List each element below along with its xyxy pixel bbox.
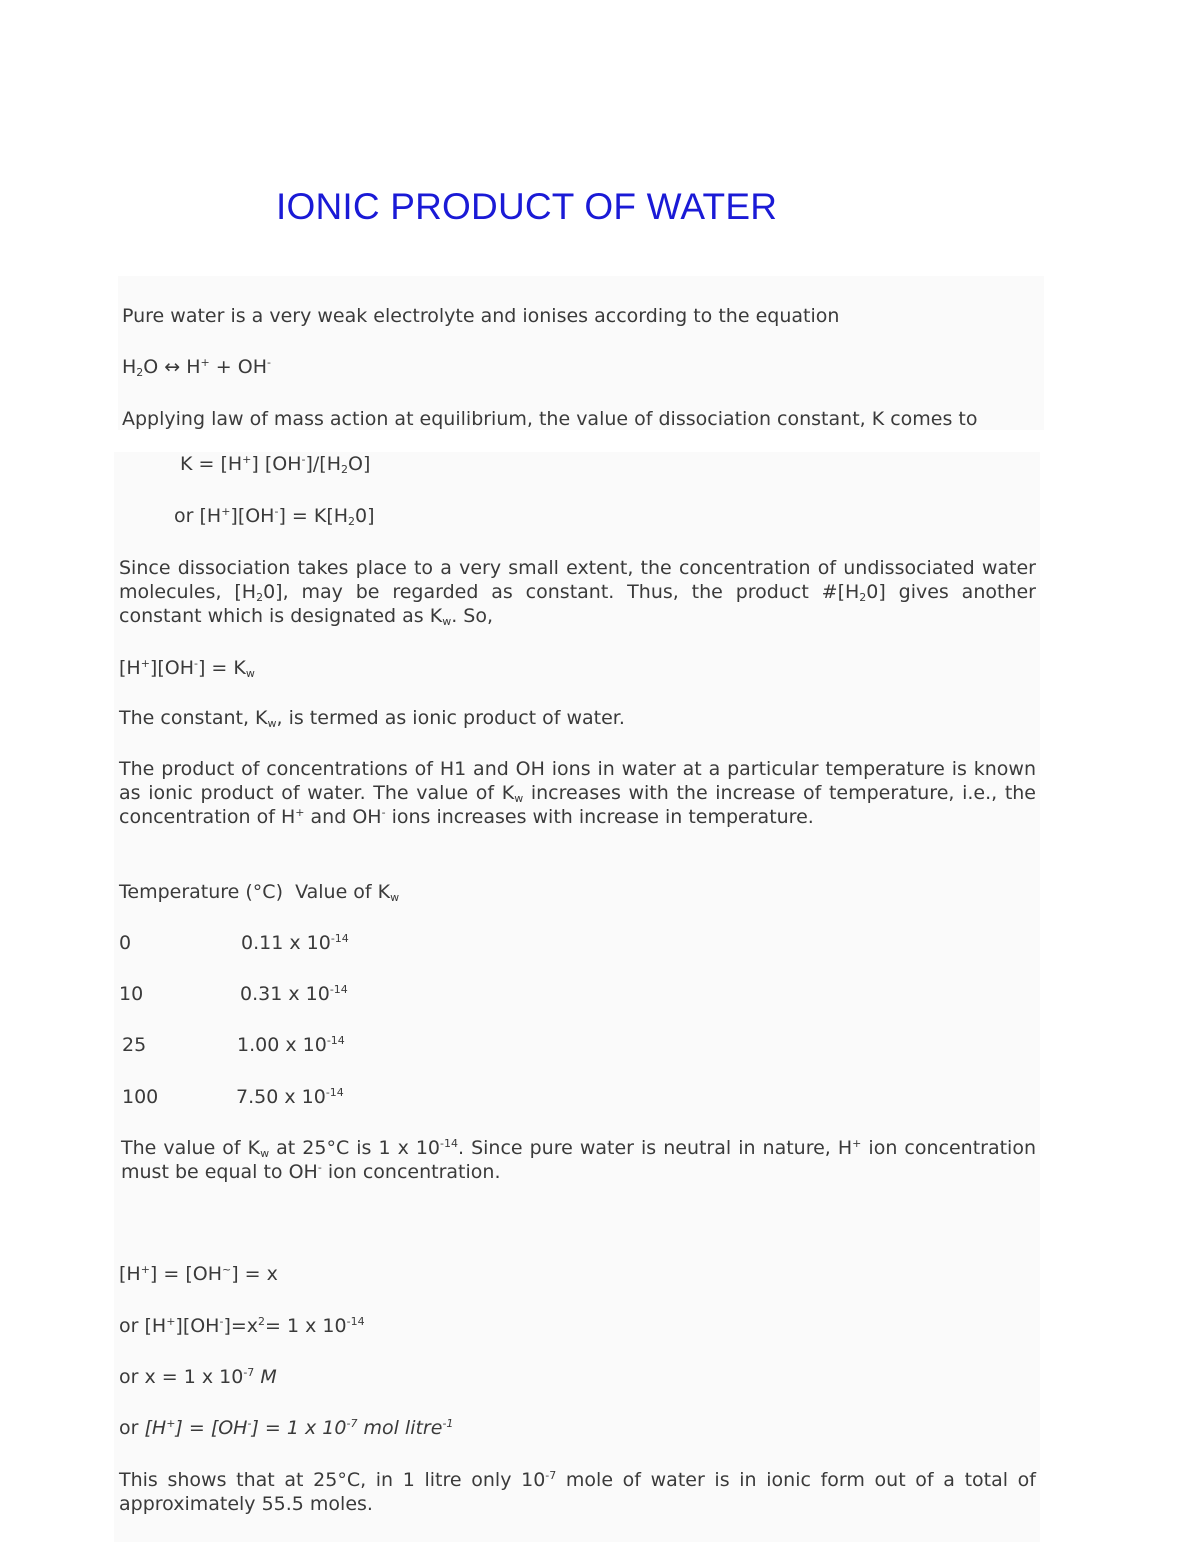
page-title: IONIC PRODUCT OF WATER [276, 186, 778, 227]
neutrality-paragraph: The value of $K_w$ at 25°C is 1 x $10^{-14}$. Since pure water is neutral in nature, H+ ion concentration must be equal to OH- ion concentration. [121, 1137, 1036, 1183]
product-equation: or $[H^+][OH^-]=x^2= 1$ x $10^{-14}$ [119, 1315, 365, 1337]
table-row-value: 0.11 x $10^{-14}$ [241, 932, 349, 954]
table-row-value: 7.50 x $10^{-14}$ [236, 1086, 344, 1108]
header-value: Value of $K_w$ [295, 881, 400, 904]
mass-action-line: Applying law of mass action at equilibrium, the value of dissociation constant, K comes to [122, 408, 978, 430]
dissociation-paragraph: Since dissociation takes place to a very small extent, the concentration of undissociated water molecules, $[H_20]$, may be regarded as constant. Thus, the product $\#[H_20]$ gives another constant which is designated as $K_w$. So, [119, 557, 1036, 628]
equality-equation: [H+] = [OH~] = x [119, 1263, 278, 1285]
table-header [119, 880, 399, 904]
table-row-temp: 100 [122, 1086, 159, 1108]
kw-equation: $[H^+][OH^-] = K_w$ [119, 657, 255, 680]
intro-line: Pure water is a very weak electrolyte and ionises according to the equation [122, 305, 840, 327]
header-temperature: Temperature (°C) [119, 881, 283, 903]
table-row-value: 1.00 x $10^{-14}$ [237, 1034, 345, 1056]
x-value-equation: or x = 1 x $10^{-7}$ M [119, 1366, 277, 1388]
ionisation-equation: $H_2O$ ↔ H+ + OH- [122, 356, 271, 379]
concentration-equation: or [H+] = [OH-] = 1 x $10^{-7}$ mol litre$^{-1}$ [119, 1417, 454, 1439]
conclusion-paragraph: This shows that at 25°C, in 1 litre only $10^{-7}$ mole of water is in ionic form out of a total of approximately 55.5 moles. [119, 1469, 1036, 1515]
table-row-temp: 0 [119, 932, 132, 954]
ionic-product-paragraph: The product of concentrations of H1 and OH ions in water at a particular temperature is known as ionic product of water. The value of $K_w$ increases with the increase of temperature, i.e., the concentration of H+ and OH- ions increases with increase in temperature. [119, 758, 1036, 828]
rearranged-equation: or $[H^+][OH^-] = K[H_20]$ [174, 505, 375, 528]
table-row-temp: 25 [122, 1034, 147, 1056]
table-row-temp: 10 [119, 983, 144, 1005]
dissociation-constant-equation: K = [H+] $[OH^-]/[H_2O]$ [180, 453, 371, 476]
table-row-value: 0.31 x $10^{-14}$ [240, 983, 348, 1005]
kw-definition-line: The constant, $K_w$, is termed as ionic product of water. [119, 707, 625, 730]
